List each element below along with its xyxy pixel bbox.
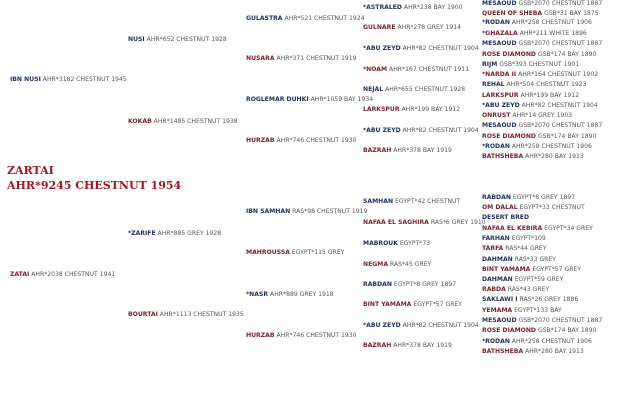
ancestor-details: RAS*6 GREY 1910 <box>430 219 486 226</box>
ancestor-details: AHR*3182 CHESTNUT 1945 <box>42 76 127 83</box>
ancestor-entry <box>482 317 602 325</box>
ancestor-name: BINT YAMAMA <box>363 301 412 308</box>
ancestor-name: BOURTAI <box>128 311 158 318</box>
ancestor-name: DAHMAN <box>482 256 513 263</box>
ancestor-name: DESERT BRED <box>482 214 530 221</box>
ancestor-name: *RODAN <box>482 19 510 26</box>
ancestor-entry <box>482 286 549 294</box>
ancestor-entry <box>10 271 115 279</box>
ancestor-name: ONRUST <box>482 112 511 119</box>
ancestor-entry <box>482 143 592 151</box>
ancestor-name: *ABU ZEYD <box>363 127 401 134</box>
ancestor-entry <box>363 127 479 135</box>
ancestor-details: RAS*44 GREY <box>505 245 547 252</box>
ancestor-details: AHR*199 BAY 1912 <box>401 106 461 113</box>
ancestor-details: EGYPT*73 <box>399 240 431 247</box>
ancestor-name: LARKSPUR <box>482 92 519 99</box>
ancestor-name: *ZARIFE <box>128 230 156 237</box>
ancestor-name: KOKAB <box>128 118 152 125</box>
ancestor-details: AHR*371 CHESTNUT 1919 <box>276 55 357 62</box>
ancestor-name: *ABU ZEYD <box>482 102 520 109</box>
ancestor-name: ROSE DIAMOND <box>482 327 536 334</box>
ancestor-name: RIJM <box>482 61 498 68</box>
ancestor-name: NEGMA <box>363 261 389 268</box>
ancestor-entry <box>246 96 373 104</box>
ancestor-details: AHR*164 CHESTNUT 1902 <box>518 71 599 78</box>
ancestor-details: GSB*174 BAY 1890 <box>537 133 597 140</box>
ancestor-name: MESAOUD <box>482 122 517 129</box>
ancestor-entry <box>482 51 596 59</box>
ancestor-name: *GHAZALA <box>482 30 518 37</box>
ancestor-details: AHR*82 CHESTNUT 1904 <box>402 45 479 52</box>
ancestor-entry <box>482 327 596 335</box>
ancestor-details: AHR*258 CHESTNUT 1906 <box>511 338 592 345</box>
ancestor-details: AHR*211 WHITE 1896 <box>519 30 587 37</box>
ancestor-details: AHR*652 CHESTNUT 1928 <box>146 36 227 43</box>
ancestor-details: EGYPT*109 <box>511 235 546 242</box>
ancestor-details: AHR*1059 BAY 1934 <box>310 96 374 103</box>
ancestor-details: AHR*280 BAY 1913 <box>525 348 584 355</box>
ancestor-entry <box>363 147 452 155</box>
ancestor-details: EGYPT*8 GREY 1897 <box>393 281 457 288</box>
ancestor-entry <box>246 249 344 257</box>
ancestor-entry <box>482 0 602 8</box>
ancestor-entry <box>363 198 460 206</box>
ancestor-details: AHR*378 BAY 1919 <box>393 147 452 154</box>
ancestor-name: RABDAN <box>363 281 392 288</box>
ancestor-name: BATHSHEBA <box>482 153 524 160</box>
ancestor-details: AHR*258 CHESTNUT 1906 <box>511 143 592 150</box>
ancestor-name: ROSE DIAMOND <box>482 133 536 140</box>
ancestor-name: IBN NUSI <box>10 76 41 83</box>
ancestor-details: GSB*2070 CHESTNUT 1887 <box>518 122 603 129</box>
ancestor-details: EGYPT*59 GREY <box>514 276 564 283</box>
ancestor-name: NAFAA EL KEBIRA <box>482 225 543 232</box>
ancestor-name: QUEEN OF SHEBA <box>482 10 543 17</box>
ancestor-name: *RODAN <box>482 143 510 150</box>
ancestor-details: AHR*504 CHESTNUT 1923 <box>506 81 587 88</box>
ancestor-details: AHR*238 BAY 1900 <box>403 4 463 11</box>
ancestor-entry <box>482 348 584 356</box>
ancestor-entry <box>363 342 452 350</box>
ancestor-entry <box>128 230 221 238</box>
ancestor-name: SAMHAN <box>363 198 394 205</box>
ancestor-details: GSB*2070 CHESTNUT 1887 <box>518 317 603 324</box>
ancestor-details: AHR*885 GREY 1928 <box>157 230 222 237</box>
ancestor-name: MESAOUD <box>482 0 517 7</box>
ancestor-entry <box>482 92 579 100</box>
ancestor-entry <box>363 45 479 53</box>
ancestor-entry <box>128 311 244 319</box>
ancestor-entry <box>482 122 602 130</box>
ancestor-name: GULASTRA <box>246 15 283 22</box>
ancestor-name: NUSI <box>128 36 145 43</box>
ancestor-entry <box>482 102 598 110</box>
ancestor-name: HURZAB <box>246 332 275 339</box>
ancestor-details: RAS*26 GREY 1886 <box>519 296 579 303</box>
ancestor-details: AHR*258 CHESTNUT 1906 <box>511 19 592 26</box>
ancestor-entry <box>482 10 599 18</box>
ancestor-entry <box>482 235 546 243</box>
ancestor-entry <box>482 194 575 202</box>
ancestor-entry <box>246 332 357 340</box>
ancestor-entry <box>363 219 486 227</box>
ancestor-entry <box>363 24 461 32</box>
ancestor-entry <box>128 118 238 126</box>
ancestor-name: IBN SAMHAN <box>246 208 291 215</box>
ancestor-details: EGYPT*33 CHESTNUT <box>519 204 585 211</box>
ancestor-name: DAHMAN <box>482 276 513 283</box>
ancestor-entry <box>482 153 584 161</box>
ancestor-entry <box>482 245 547 253</box>
ancestor-details: EGYPT*133 BAY <box>514 307 562 314</box>
ancestor-entry <box>363 86 465 94</box>
ancestor-details: EGYPT*57 GREY <box>413 301 462 308</box>
ancestor-entry <box>482 266 581 274</box>
ancestor-details: AHR*278 GREY 1914 <box>397 24 462 31</box>
ancestor-details: AHR*280 BAY 1913 <box>525 153 584 160</box>
ancestor-entry <box>482 307 562 315</box>
ancestor-details: AHR*1485 CHESTNUT 1938 <box>153 118 238 125</box>
ancestor-entry <box>128 36 227 44</box>
ancestor-details: AHR*1113 CHESTNUT 1935 <box>159 311 244 318</box>
ancestor-entry <box>482 40 602 48</box>
subject-name: ZARTAI <box>7 164 54 177</box>
ancestor-entry <box>363 106 460 114</box>
ancestor-name: GULNARE <box>363 24 396 31</box>
ancestor-name: *NARDA II <box>482 71 517 78</box>
ancestor-name: SAKLAWI I <box>482 296 518 303</box>
ancestor-entry <box>246 291 334 299</box>
ancestor-entry <box>482 30 587 38</box>
ancestor-entry <box>482 61 579 69</box>
ancestor-details: EGYPT*115 GREY <box>291 249 345 256</box>
subject-registration: AHR*9245 CHESTNUT 1954 <box>7 179 182 192</box>
ancestor-entry <box>482 112 572 120</box>
ancestor-details: AHR*378 BAY 1919 <box>393 342 452 349</box>
ancestor-entry <box>246 55 357 63</box>
ancestor-entry <box>363 301 462 309</box>
ancestor-name: REHAL <box>482 81 505 88</box>
ancestor-entry <box>246 137 357 145</box>
ancestor-name: LARKSPUR <box>363 106 400 113</box>
ancestor-name: *NASR <box>246 291 269 298</box>
ancestor-details: EGYPT*57 GREY <box>532 266 581 273</box>
ancestor-entry <box>482 214 529 222</box>
ancestor-name: ROGLEMAR DUHKI <box>246 96 309 103</box>
ancestor-entry <box>482 338 592 346</box>
ancestor-name: *NOAM <box>363 66 388 73</box>
ancestor-details: EGYPT*8 GREY 1897 <box>512 194 576 201</box>
ancestor-details: RAS*98 CHESTNUT 1919 <box>292 208 368 215</box>
ancestor-name: MABROUK <box>363 240 398 247</box>
ancestor-name: YEMAMA <box>482 307 513 314</box>
ancestor-name: NUSARA <box>246 55 275 62</box>
ancestor-name: BAZRAH <box>363 147 392 154</box>
ancestor-name: FARHAN <box>482 235 510 242</box>
ancestor-entry <box>482 225 593 233</box>
ancestor-details: EGYPT*34 GREY <box>544 225 593 232</box>
ancestor-details: GSB*393 CHESTNUT 1901 <box>499 61 580 68</box>
ancestor-details: AHR*167 CHESTNUT 1911 <box>389 66 470 73</box>
ancestor-details: AHR*746 CHESTNUT 1930 <box>276 137 357 144</box>
ancestor-entry <box>363 281 456 289</box>
ancestor-name: *ABU ZEYD <box>363 45 401 52</box>
ancestor-details: GSB*2070 CHESTNUT 1887 <box>518 40 603 47</box>
ancestor-entry <box>363 240 430 248</box>
ancestor-details: AHR*82 CHESTNUT 1904 <box>402 127 479 134</box>
ancestor-details: AHR*889 GREY 1918 <box>270 291 334 298</box>
ancestor-name: *RODAN <box>482 338 510 345</box>
ancestor-entry <box>246 208 367 216</box>
ancestor-name: OM DALAL <box>482 204 518 211</box>
ancestor-entry <box>363 4 463 12</box>
ancestor-entry <box>482 296 578 304</box>
ancestor-name: HURZAB <box>246 137 275 144</box>
ancestor-name: MESAOUD <box>482 40 517 47</box>
ancestor-entry <box>482 256 556 264</box>
ancestor-entry <box>10 76 127 84</box>
ancestor-details: AHR*199 BAY 1912 <box>520 92 580 99</box>
ancestor-details: AHR*14 GREY 1903 <box>512 112 573 119</box>
ancestor-name: TARFA <box>482 245 504 252</box>
ancestor-details: AHR*82 CHESTNUT 1904 <box>521 102 598 109</box>
ancestor-name: *ABU ZEYD <box>363 322 401 329</box>
ancestor-details: AHR*655 CHESTNUT 1928 <box>385 86 466 93</box>
ancestor-name: *ASTRALED <box>363 4 402 11</box>
ancestor-name: MESAOUD <box>482 317 517 324</box>
ancestor-entry <box>482 71 598 79</box>
ancestor-name: NEJAL <box>363 86 384 93</box>
ancestor-entry <box>363 322 479 330</box>
ancestor-name: BAZRAH <box>363 342 392 349</box>
ancestor-details: AHR*82 CHESTNUT 1904 <box>402 322 479 329</box>
ancestor-name: BATHSHEBA <box>482 348 524 355</box>
ancestor-name: RABDA <box>482 286 506 293</box>
ancestor-details: AHR*521 CHESTNUT 1924 <box>284 15 365 22</box>
ancestor-details: RAS*43 GREY <box>507 286 550 293</box>
ancestor-details: GSB*174 BAY 1890 <box>537 51 597 58</box>
ancestor-details: AHR*746 CHESTNUT 1930 <box>276 332 357 339</box>
ancestor-details: RAS*45 GREY <box>389 261 432 268</box>
ancestor-details: EGYPT*42 CHESTNUT <box>395 198 461 205</box>
ancestor-entry <box>482 133 596 141</box>
ancestor-details: RAS*33 GREY <box>514 256 556 263</box>
ancestor-name: ZATAI <box>10 271 30 278</box>
ancestor-entry <box>482 204 585 212</box>
ancestor-entry <box>363 66 469 74</box>
ancestor-details: GSB*2070 CHESTNUT 1887 <box>518 0 603 7</box>
ancestor-entry <box>482 276 563 284</box>
ancestor-name: MAHROUSSA <box>246 249 290 256</box>
ancestor-entry <box>363 261 431 269</box>
ancestor-details: AHR*2038 CHESTNUT 1941 <box>31 271 116 278</box>
ancestor-details: GSB*31 BAY 1875 <box>544 10 599 17</box>
ancestor-entry <box>482 81 587 89</box>
ancestor-name: NAFAA EL SAGHIRA <box>363 219 429 226</box>
ancestor-name: RABDAN <box>482 194 511 201</box>
ancestor-entry <box>246 15 365 23</box>
ancestor-name: ROSE DIAMOND <box>482 51 536 58</box>
ancestor-entry <box>482 19 592 27</box>
ancestor-name: BINT YAMAMA <box>482 266 531 273</box>
ancestor-details: GSB*174 BAY 1890 <box>537 327 597 334</box>
